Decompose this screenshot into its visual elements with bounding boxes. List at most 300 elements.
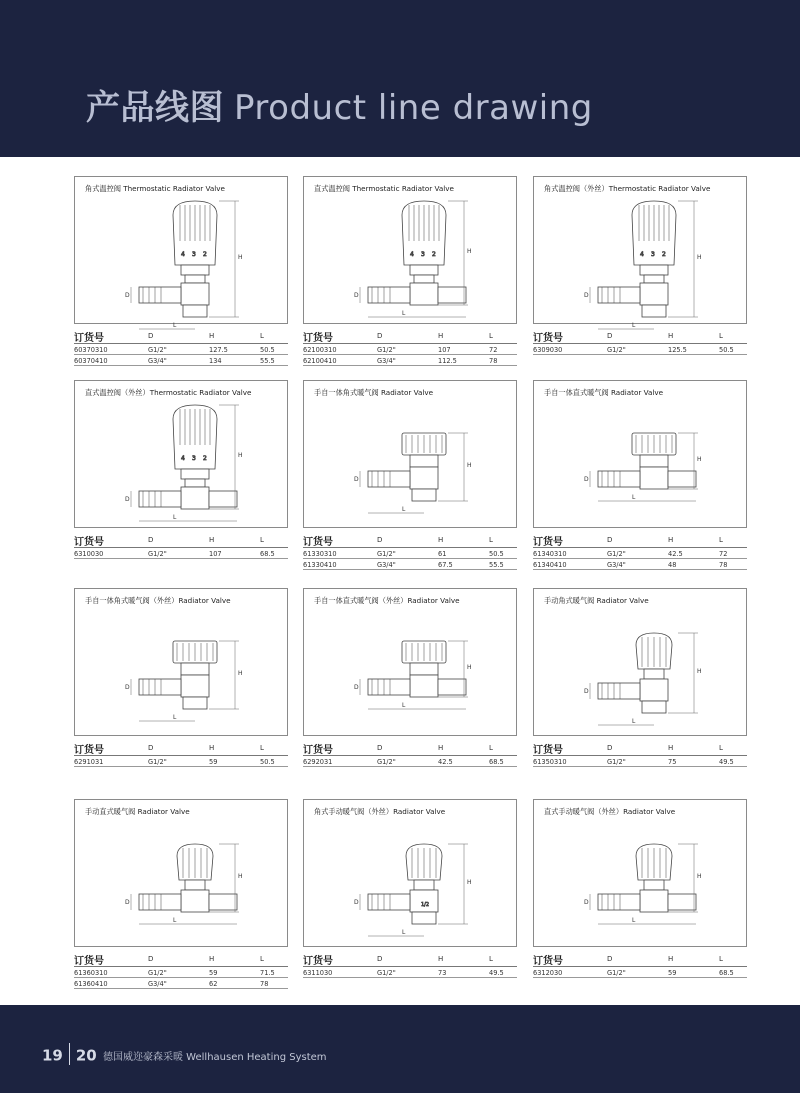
order-table	[74, 531, 288, 559]
d-label: D	[584, 292, 589, 299]
d-label: D	[125, 899, 130, 906]
col-h-header: H	[209, 536, 215, 544]
l-cell: 71.5	[260, 969, 275, 977]
valve-collar	[644, 669, 664, 679]
h-cell: 61	[438, 550, 447, 558]
l-cell: 50.5	[719, 346, 734, 354]
page-title-cn: 产品线图	[86, 88, 224, 128]
dial-mark: 2	[203, 455, 207, 462]
order-no-cell: 6310030	[74, 550, 104, 558]
dial-mark: 4	[640, 251, 644, 258]
h-cell: 134	[209, 357, 222, 365]
product-drawing-panel	[74, 176, 288, 329]
h-label: H	[697, 456, 702, 463]
valve-body	[640, 890, 668, 912]
dial-mark: 3	[192, 251, 196, 258]
page-number-divider	[69, 1043, 70, 1065]
order-no-cell: 6312030	[533, 969, 563, 977]
h-label: H	[238, 254, 243, 261]
valve-drawing	[584, 201, 702, 329]
order-table	[303, 739, 517, 767]
table-row	[303, 756, 517, 767]
col-l-header: L	[489, 955, 493, 963]
h-label: H	[467, 879, 472, 886]
product-drawing-panel	[303, 799, 517, 947]
h-cell: 112.5	[438, 357, 457, 365]
h-label: H	[467, 462, 472, 469]
col-h-header: H	[668, 744, 674, 752]
l-label: L	[173, 322, 177, 329]
valve-drawing	[354, 641, 472, 709]
col-h-header: H	[668, 955, 674, 963]
d-cell: G1/2"	[607, 346, 626, 354]
dial-mark: 3	[192, 455, 196, 462]
order-table-header	[303, 531, 517, 548]
col-d-header: D	[607, 744, 613, 752]
order-no-cell: 6291031	[74, 758, 104, 766]
valve-body	[410, 675, 438, 697]
col-l-header: L	[489, 332, 493, 340]
order-no-cell: 62100410	[303, 357, 337, 365]
l-label: L	[632, 494, 636, 501]
d-label: D	[125, 684, 130, 691]
l-label: L	[173, 714, 177, 721]
table-row	[74, 548, 288, 559]
product-title: 手自一体直式暖气阀（外丝）Radiator Valve	[314, 596, 460, 605]
table-row	[74, 355, 288, 366]
product-drawing	[306, 605, 516, 737]
outlet-connector	[438, 287, 466, 303]
col-order-no-header: 订货号	[303, 537, 333, 548]
order-table-header	[533, 739, 747, 756]
order-no-cell: 60370310	[74, 346, 108, 354]
product-drawing	[77, 397, 287, 529]
h-cell: 125.5	[668, 346, 687, 354]
table-row	[303, 967, 517, 978]
valve-collar	[181, 469, 209, 479]
valve-drawing	[125, 641, 243, 721]
product-drawing	[77, 605, 287, 737]
d-cell: G1/2"	[377, 550, 396, 558]
valve-collar	[640, 455, 668, 467]
table-row	[533, 559, 747, 570]
product-title: 角式温控阀 Thermostatic Radiator Valve	[85, 184, 225, 193]
order-no-cell: 61360310	[74, 969, 108, 977]
product-title: 手自一体角式暖气阀 Radiator Valve	[314, 388, 434, 397]
outlet-connector	[183, 697, 207, 709]
l-cell: 68.5	[719, 969, 734, 977]
dial-mark: 4	[181, 455, 185, 462]
l-cell: 50.5	[260, 346, 275, 354]
col-order-no-header: 订货号	[533, 956, 563, 967]
valve-drawing	[125, 405, 243, 521]
d-label: D	[354, 684, 359, 691]
d-cell: G3/4"	[377, 357, 396, 365]
outlet-connector	[209, 491, 237, 507]
product-title: 角式温控阀（外丝）Thermostatic Radiator Valve	[544, 184, 711, 193]
size-mark: 1/2	[421, 902, 430, 908]
l-label: L	[402, 929, 406, 936]
h-label: H	[697, 254, 702, 261]
outlet-connector	[668, 471, 696, 487]
page-title-en: Product line drawing	[234, 88, 593, 128]
col-order-no-header: 订货号	[533, 333, 563, 344]
order-no-cell: 61360410	[74, 980, 108, 988]
product-drawing-panel	[303, 176, 517, 324]
inlet-connector	[598, 894, 640, 910]
order-table-header	[74, 739, 288, 756]
order-table-header	[533, 950, 747, 967]
d-cell: G3/4"	[607, 561, 626, 569]
inlet-connector	[139, 894, 181, 910]
d-cell: G1/2"	[607, 758, 626, 766]
product-title: 手自一体直式暖气阀 Radiator Valve	[544, 388, 664, 397]
order-table-header	[74, 950, 288, 967]
d-cell: G1/2"	[148, 758, 167, 766]
valve-body	[181, 675, 209, 697]
page-footer	[0, 1005, 800, 1093]
h-cell: 75	[668, 758, 677, 766]
valve-drawing	[354, 201, 472, 317]
d-label: D	[584, 476, 589, 483]
valve-body	[181, 890, 209, 912]
inlet-connector	[139, 287, 181, 303]
inlet-connector	[139, 679, 181, 695]
dial-mark: 2	[203, 251, 207, 258]
l-label: L	[402, 506, 406, 513]
inlet-connector	[598, 683, 640, 699]
valve-body	[181, 283, 209, 305]
col-order-no-header: 订货号	[74, 745, 104, 756]
valve-collar	[185, 880, 205, 890]
col-d-header: D	[607, 955, 613, 963]
order-table-header	[303, 739, 517, 756]
product-drawing-panel	[303, 380, 517, 528]
col-d-header: D	[607, 536, 613, 544]
h-label: H	[697, 668, 702, 675]
l-cell: 78	[260, 980, 269, 988]
d-cell: G3/4"	[377, 561, 396, 569]
order-table	[533, 531, 747, 570]
inlet-connector	[598, 471, 640, 487]
col-l-header: L	[719, 955, 723, 963]
h-cell: 107	[209, 550, 222, 558]
table-row	[303, 559, 517, 570]
product-drawing	[536, 397, 746, 529]
dial-mark: 3	[651, 251, 655, 258]
h-cell: 59	[668, 969, 677, 977]
col-h-header: H	[209, 332, 215, 340]
valve-drawing	[354, 433, 472, 513]
d-label: D	[125, 496, 130, 503]
product-title: 直式温控阀 Thermostatic Radiator Valve	[314, 184, 454, 193]
order-table	[303, 327, 517, 366]
valve-drawing	[584, 844, 702, 924]
valve-body	[640, 679, 668, 701]
col-h-header: H	[668, 332, 674, 340]
l-label: L	[632, 322, 636, 329]
valve-body	[181, 487, 209, 509]
col-l-header: L	[719, 332, 723, 340]
h-cell: 42.5	[668, 550, 683, 558]
valve-nut	[185, 275, 205, 283]
page-header	[0, 0, 800, 157]
col-h-header: H	[438, 955, 444, 963]
order-table	[74, 327, 288, 366]
product-drawing	[306, 816, 516, 948]
col-l-header: L	[719, 744, 723, 752]
product-title: 直式手动暖气阀（外丝）Radiator Valve	[544, 807, 676, 816]
d-cell: G1/2"	[607, 969, 626, 977]
col-l-header: L	[489, 536, 493, 544]
valve-collar	[640, 265, 668, 275]
product-drawing	[77, 816, 287, 948]
order-table	[74, 739, 288, 767]
order-table	[533, 739, 747, 767]
page-number-right: 20	[75, 1046, 97, 1065]
valve-drawing	[125, 844, 243, 924]
col-d-header: D	[148, 536, 154, 544]
valve-body	[410, 890, 438, 912]
product-drawing-panel	[74, 799, 288, 947]
l-label: L	[632, 917, 636, 924]
l-label: L	[173, 514, 177, 521]
l-label: L	[402, 310, 406, 317]
valve-collar	[410, 265, 438, 275]
order-table-header	[533, 531, 747, 548]
h-cell: 62	[209, 980, 218, 988]
order-no-cell: 62100310	[303, 346, 337, 354]
l-cell: 49.5	[489, 969, 504, 977]
product-drawing-panel	[533, 799, 747, 947]
product-drawing-panel	[74, 588, 288, 736]
h-label: H	[238, 873, 243, 880]
l-cell: 78	[719, 561, 728, 569]
col-order-no-header: 订货号	[303, 745, 333, 756]
valve-nut	[414, 275, 434, 283]
product-drawing	[536, 193, 746, 329]
order-no-cell: 6311030	[303, 969, 333, 977]
order-table-header	[74, 531, 288, 548]
col-l-header: L	[260, 332, 264, 340]
order-table	[303, 950, 517, 978]
l-cell: 55.5	[489, 561, 504, 569]
order-table	[303, 531, 517, 570]
order-table	[74, 950, 288, 989]
product-drawing	[536, 816, 746, 948]
product-drawing	[306, 193, 516, 325]
valve-collar	[181, 663, 209, 675]
d-label: D	[354, 292, 359, 299]
col-order-no-header: 订货号	[303, 333, 333, 344]
col-order-no-header: 订货号	[303, 956, 333, 967]
d-cell: G1/2"	[148, 550, 167, 558]
outlet-connector	[438, 679, 466, 695]
valve-collar	[410, 663, 438, 675]
l-cell: 50.5	[260, 758, 275, 766]
page-number-left: 19	[42, 1046, 63, 1065]
order-no-cell: 60370410	[74, 357, 108, 365]
l-cell: 68.5	[260, 550, 275, 558]
outlet-connector	[183, 305, 207, 317]
page-title	[86, 80, 593, 129]
order-no-cell: 61340310	[533, 550, 567, 558]
col-l-header: L	[260, 955, 264, 963]
product-drawing	[536, 605, 746, 737]
col-order-no-header: 订货号	[74, 537, 104, 548]
valve-nut	[185, 479, 205, 487]
product-drawing-panel	[74, 380, 288, 528]
h-cell: 67.5	[438, 561, 453, 569]
h-label: H	[467, 248, 472, 255]
col-h-header: H	[209, 744, 215, 752]
valve-collar	[414, 880, 434, 890]
l-cell: 55.5	[260, 357, 275, 365]
l-label: L	[173, 917, 177, 924]
table-row	[303, 355, 517, 366]
h-label: H	[238, 452, 243, 459]
table-row	[74, 344, 288, 355]
product-title: 直式温控阀（外丝）Thermostatic Radiator Valve	[85, 388, 252, 397]
inlet-connector	[368, 679, 410, 695]
product-drawing-panel	[533, 176, 747, 329]
d-label: D	[354, 899, 359, 906]
valve-collar	[181, 265, 209, 275]
order-table-header	[303, 950, 517, 967]
h-label: H	[238, 670, 243, 677]
company-name: 德国威迩豪森采暖 Wellhausen Heating System	[103, 1052, 327, 1063]
d-cell: G3/4"	[148, 980, 167, 988]
l-cell: 50.5	[489, 550, 504, 558]
d-label: D	[125, 292, 130, 299]
table-row	[303, 548, 517, 559]
order-table	[533, 950, 747, 978]
col-d-header: D	[377, 332, 383, 340]
valve-drawing	[584, 433, 702, 501]
valve-body	[410, 467, 438, 489]
dial-mark: 4	[181, 251, 185, 258]
product-title: 角式手动暖气阀（外丝）Radiator Valve	[314, 807, 446, 816]
outlet-connector	[412, 489, 436, 501]
h-cell: 59	[209, 758, 218, 766]
outlet-connector	[209, 894, 237, 910]
valve-drawing	[584, 633, 702, 725]
outlet-connector	[642, 305, 666, 317]
outlet-connector	[412, 912, 436, 924]
table-row	[533, 756, 747, 767]
valve-body	[640, 283, 668, 305]
d-cell: G1/2"	[377, 969, 396, 977]
valve-collar	[644, 880, 664, 890]
order-table-header	[74, 327, 288, 344]
dial-mark: 4	[410, 251, 414, 258]
d-label: D	[584, 688, 589, 695]
h-label: H	[697, 873, 702, 880]
product-title: 手动直式暖气阀 Radiator Valve	[85, 807, 190, 816]
valve-drawing	[125, 201, 243, 329]
outlet-connector	[642, 701, 666, 713]
col-h-header: H	[438, 332, 444, 340]
valve-nut	[644, 275, 664, 283]
order-no-cell: 61340410	[533, 561, 567, 569]
dial-mark: 3	[421, 251, 425, 258]
col-order-no-header: 订货号	[74, 333, 104, 344]
d-label: D	[354, 476, 359, 483]
inlet-connector	[368, 287, 410, 303]
product-drawing	[77, 193, 287, 329]
table-row	[303, 344, 517, 355]
table-row	[74, 967, 288, 978]
order-no-cell: 61330310	[303, 550, 337, 558]
l-cell: 72	[489, 346, 498, 354]
product-drawing-panel	[533, 380, 747, 528]
inlet-connector	[139, 491, 181, 507]
inlet-connector	[368, 894, 410, 910]
d-cell: G1/2"	[377, 346, 396, 354]
order-table-header	[303, 327, 517, 344]
h-cell: 107	[438, 346, 451, 354]
col-h-header: H	[209, 955, 215, 963]
col-h-header: H	[438, 536, 444, 544]
col-order-no-header: 订货号	[533, 745, 563, 756]
d-label: D	[584, 899, 589, 906]
col-d-header: D	[148, 744, 154, 752]
valve-body	[410, 283, 438, 305]
d-cell: G1/2"	[377, 758, 396, 766]
h-cell: 59	[209, 969, 218, 977]
h-cell: 127.5	[209, 346, 228, 354]
table-row	[533, 548, 747, 559]
l-cell: 49.5	[719, 758, 734, 766]
col-d-header: D	[377, 744, 383, 752]
l-label: L	[632, 718, 636, 725]
product-drawing-panel	[303, 588, 517, 736]
order-no-cell: 61330410	[303, 561, 337, 569]
col-order-no-header: 订货号	[74, 956, 104, 967]
h-cell: 73	[438, 969, 447, 977]
product-title: 手自一体角式暖气阀（外丝）Radiator Valve	[85, 596, 231, 605]
order-no-cell: 6309030	[533, 346, 563, 354]
valve-collar	[410, 455, 438, 467]
col-l-header: L	[260, 536, 264, 544]
d-cell: G1/2"	[148, 346, 167, 354]
dial-mark: 2	[432, 251, 436, 258]
h-label: H	[467, 664, 472, 671]
dial-mark: 2	[662, 251, 666, 258]
l-cell: 68.5	[489, 758, 504, 766]
order-no-cell: 61350310	[533, 758, 567, 766]
d-cell: G1/2"	[148, 969, 167, 977]
l-cell: 78	[489, 357, 498, 365]
d-cell: G1/2"	[607, 550, 626, 558]
col-h-header: H	[438, 744, 444, 752]
order-table-header	[533, 327, 747, 344]
table-row	[533, 967, 747, 978]
d-cell: G3/4"	[148, 357, 167, 365]
order-no-cell: 6292031	[303, 758, 333, 766]
col-l-header: L	[489, 744, 493, 752]
col-d-header: D	[148, 955, 154, 963]
l-label: L	[402, 702, 406, 709]
col-d-header: D	[607, 332, 613, 340]
col-l-header: L	[719, 536, 723, 544]
col-h-header: H	[668, 536, 674, 544]
table-row	[74, 756, 288, 767]
col-l-header: L	[260, 744, 264, 752]
col-d-header: D	[148, 332, 154, 340]
h-cell: 42.5	[438, 758, 453, 766]
col-d-header: D	[377, 536, 383, 544]
